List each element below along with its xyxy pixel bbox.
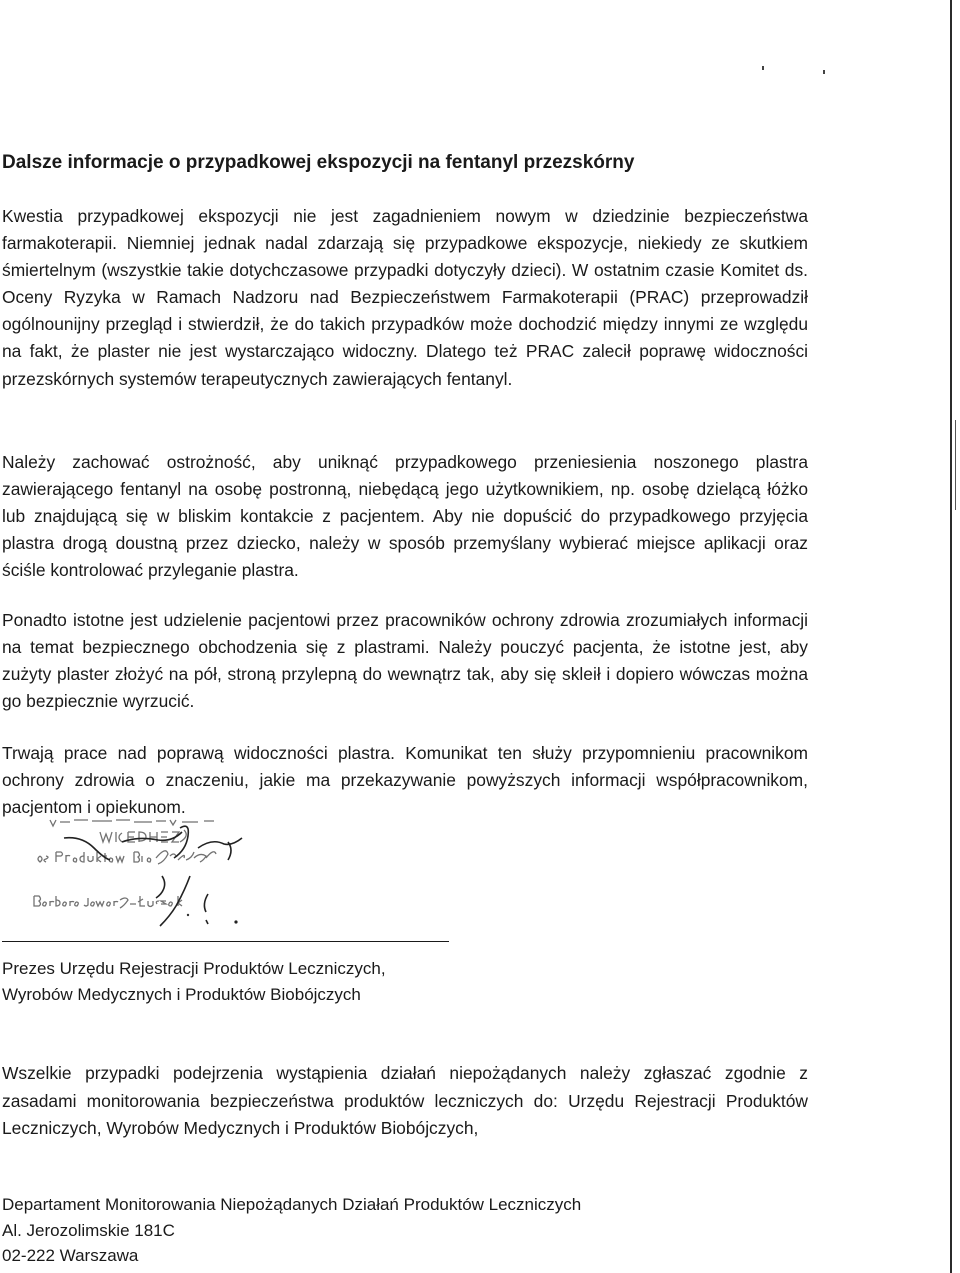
paragraph-intro: Kwestia przypadkowej ekspozycji nie jest zagadnieniem nowym w dziedzinie bezpieczeństwa farmakoterapii. Niemniej jednak nadal zdarzają się przypadkowe ekspozycje, niekiedy ze skutkiem śmiertelnym (wszystkie takie dotychczasowe przypadki dotyczyły dzieci). W ostatnim czasie Komitet ds. Oceny Ryzyka w Ramach Nadzoru nad Bezpieczeństwem Farmakoterapii (PRAC) przeprowadził ogólnounijny przegląd i stwierdził, że do takich przypadków może dochodzić między innymi ze względu na fakt, że plaster nie jest wystarczająco widoczny. Dlatego też PRAC zalecił poprawę widoczności przezskórnych systemów terapeutycznych zawierających fentanyl.: [2, 206, 808, 389]
paragraph-ongoing-work: Trwają prace nad poprawą widoczności plastra. Komunikat ten służy przypomnieniu pracownikom ochrony zdrowia o znaczeniu, jakie ma przekazywanie powyższych informacji współpracownikom, pacjentom i opiekunom.: [2, 743, 808, 818]
paragraph-further-info: Ponadto istotne jest udzielenie pacjentowi przez pracowników ochrony zdrowia zrozumiałych informacji na temat bezpiecznego obchodzenia się z plastrami. Należy pouczyć pacjenta, że istotne jest, aby zużyty plaster złożyć na pół, stroną przylepną do wewnątrz tak, aby się skleił i dopiero wówczas można go bezpiecznie wyrzucić.: [2, 610, 808, 712]
paragraph-caution: Należy zachować ostrożność, aby uniknąć przypadkowego przeniesienia noszonego plastra zawierającego fentanyl na osobę postronną, niebędącą jego użytkownikiem, np. osobę dzielącą łóżko lub znajdującą się w bliskim kontakcie z pacjentem. Aby nie dopuścić do przypadkowego przyjęcia plastra drogą doustną przez dziecko, należy w sposób przemyślany wybierać miejsce aplikacji oraz ściśle kontrolować przyleganie plastra.: [2, 452, 808, 581]
signature-line: [2, 941, 449, 942]
scan-artifact-line: [955, 420, 956, 510]
signer-title-line: Prezes Urzędu Rejestracji Produktów Leczniczych,: [2, 959, 386, 978]
section-heading: Dalsze informacje o przypadkowej ekspozycji na fentanyl przezskórny: [2, 152, 635, 173]
reporting-instructions: Wszelkie przypadki podejrzenia wystąpienia działań niepożądanych należy zgłaszać zgodnie z zasadami monitorowania bezpieczeństwa produktów leczniczych do: Urzędu Rejestracji Produktów Leczniczych, Wyrobów Medycznych i Produktów Biobójczych,: [2, 1063, 808, 1139]
signer-title-line: Wyrobów Medycznych i Produktów Biobójczych: [2, 985, 361, 1004]
address-department: Departament Monitorowania Niepożądanych Działań Produktów Leczniczych: [2, 1195, 582, 1214]
signature-stamp: [30, 818, 260, 928]
page-edge-line: [950, 0, 952, 1273]
reporting-address: [2, 1192, 802, 1269]
scan-speck: [762, 66, 764, 70]
scan-speck: [823, 70, 825, 74]
signer-title: [2, 956, 602, 1008]
address-street: Al. Jerozolimskie 181C: [2, 1220, 175, 1240]
address-city: 02-222 Warszawa: [2, 1246, 139, 1265]
signature-stamp-graphic: [30, 818, 260, 928]
